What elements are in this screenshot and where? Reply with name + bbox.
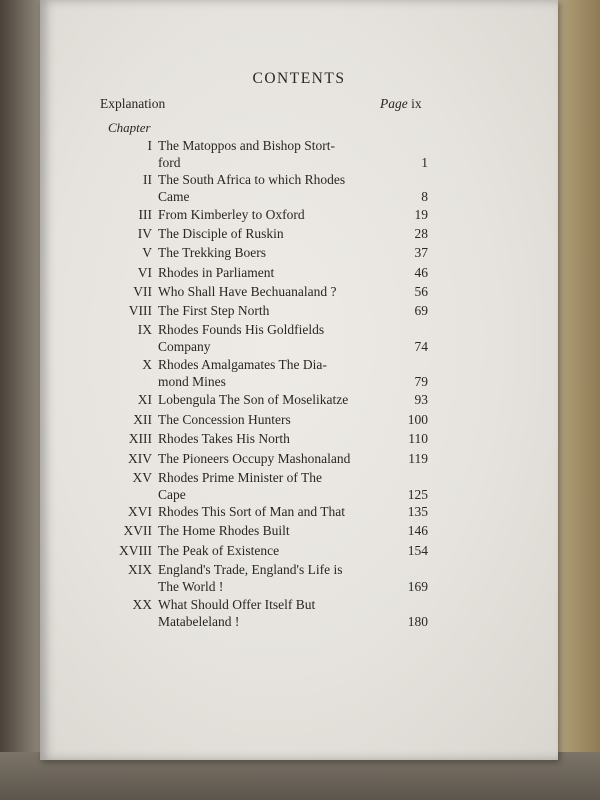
chapter-title: Rhodes Prime Minister of The Cape — [158, 470, 322, 502]
chapter-number: IV — [137, 226, 152, 241]
chapter-entry — [40, 391, 558, 408]
chapter-number: V — [142, 245, 152, 260]
chapter-page-number: 93 — [414, 392, 428, 407]
chapter-number: IX — [137, 322, 152, 337]
chapter-page-number: 135 — [407, 504, 428, 519]
chapter-title: Rhodes This Sort of Man and That — [158, 504, 345, 519]
chapter-entry — [40, 321, 558, 355]
chapter-title: The Concession Hunters — [158, 412, 291, 427]
chapter-title: Rhodes in Parliament — [158, 265, 275, 280]
chapter-number: II — [143, 172, 152, 187]
chapter-number: XIII — [128, 431, 152, 446]
chapter-title: England's Trade, England's Life is The World ! — [158, 562, 343, 594]
chapter-title: From Kimberley to Oxford — [158, 207, 305, 222]
chapter-page-number: 125 — [407, 487, 428, 502]
chapter-title: Lobengula The Son of Moselikatze — [158, 392, 349, 407]
chapter-page-number: 46 — [414, 265, 428, 280]
chapter-page-number: 180 — [407, 614, 428, 629]
chapter-title: The Pioneers Occupy Mashonaland — [158, 451, 351, 466]
chapter-number: VI — [137, 265, 152, 280]
chapter-title: The Matoppos and Bishop Stort- ford — [158, 138, 335, 170]
chapter-title: The Disciple of Ruskin — [158, 226, 284, 241]
chapter-number: XIV — [128, 451, 152, 466]
chapter-page-number: 169 — [407, 579, 428, 594]
explanation-page-number: ix — [411, 96, 422, 111]
chapter-title: The Peak of Existence — [158, 543, 280, 558]
chapter-entry — [40, 264, 558, 281]
chapter-entry — [40, 171, 558, 205]
page-word: Page — [380, 96, 408, 111]
chapter-title: What Should Offer Itself But Matabeleland ! — [158, 597, 316, 629]
chapter-page-number: 100 — [407, 412, 428, 427]
chapter-page-number: 37 — [414, 245, 428, 260]
chapter-number: III — [138, 207, 152, 222]
chapter-title: Rhodes Takes His North — [158, 431, 290, 446]
chapter-entry — [40, 469, 558, 503]
chapter-number: XVII — [123, 523, 152, 538]
chapter-entry — [40, 283, 558, 300]
chapter-page-number: 28 — [414, 226, 428, 241]
chapter-entry — [40, 302, 558, 319]
contents-page — [40, 0, 558, 760]
explanation-page — [380, 96, 422, 112]
chapter-title: The First Step North — [158, 303, 270, 318]
chapter-page-number: 146 — [407, 523, 428, 538]
chapter-title: The Home Rhodes Built — [158, 523, 290, 538]
chapter-page-number: 79 — [414, 374, 428, 389]
chapter-entry — [40, 596, 558, 630]
chapter-number: XX — [132, 597, 152, 612]
chapter-entry — [40, 430, 558, 447]
chapter-column-label: Chapter — [108, 120, 151, 135]
chapter-number: VIII — [128, 303, 152, 318]
chapter-title: Rhodes Founds His Goldfields Company — [158, 322, 325, 354]
chapter-number: XVI — [128, 504, 152, 519]
chapter-page-number: 74 — [414, 339, 428, 354]
chapter-title: Rhodes Amalgamates The Dia- mond Mines — [158, 357, 327, 389]
chapter-entry — [40, 561, 558, 595]
chapter-page-number: 119 — [408, 451, 428, 466]
chapter-number: XV — [132, 470, 152, 485]
chapter-page-number: 1 — [421, 155, 428, 170]
chapter-entry — [40, 225, 558, 242]
chapter-number: XI — [137, 392, 152, 407]
chapter-page-number: 19 — [414, 207, 428, 222]
chapter-number: I — [147, 138, 152, 153]
chapter-number: XII — [133, 412, 152, 427]
chapter-entry — [40, 542, 558, 559]
chapter-entry — [40, 503, 558, 520]
explanation-label: Explanation — [100, 96, 166, 111]
chapter-entry — [40, 411, 558, 428]
chapter-entry — [40, 356, 558, 390]
chapter-title: The Trekking Boers — [158, 245, 266, 260]
page-title: CONTENTS — [252, 70, 346, 87]
chapter-entry — [40, 137, 558, 171]
chapter-page-number: 110 — [408, 431, 428, 446]
chapter-entry — [40, 206, 558, 223]
chapter-number: XIX — [128, 562, 152, 577]
chapter-entry — [40, 244, 558, 261]
chapter-page-number: 56 — [414, 284, 428, 299]
chapter-entry — [40, 450, 558, 467]
chapter-number: XVIII — [119, 543, 152, 558]
chapter-page-number: 8 — [421, 189, 428, 204]
chapter-page-number: 69 — [414, 303, 428, 318]
chapter-number: X — [142, 357, 152, 372]
chapter-page-number: 154 — [407, 543, 428, 558]
chapter-title: Who Shall Have Bechuanaland ? — [158, 284, 337, 299]
chapter-entry — [40, 522, 558, 539]
chapter-number: VII — [133, 284, 152, 299]
chapter-title: The South Africa to which Rhodes Came — [158, 172, 346, 204]
